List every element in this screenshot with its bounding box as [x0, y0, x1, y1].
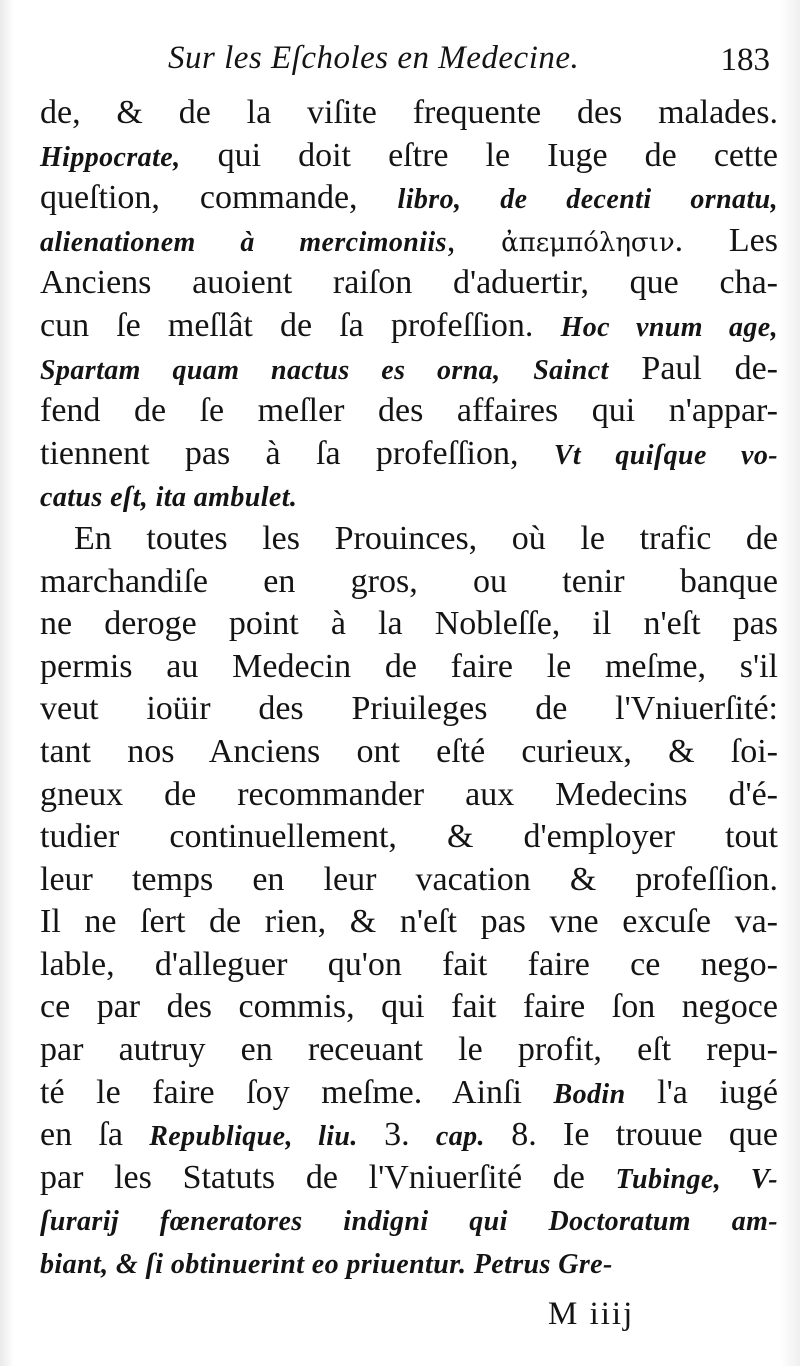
- text-segment: par les Statuts de l'Vniuerſité de: [40, 1158, 616, 1196]
- text-line: [40, 92, 778, 135]
- running-head: Sur les Eſcholes en Medecine.: [168, 40, 580, 76]
- text-segment: 3.: [357, 1116, 436, 1154]
- text-segment: tant nos Anciens ont eſté curieux, & ſoi-: [40, 732, 778, 770]
- text-line: [40, 603, 778, 646]
- text-segment: Il ne ſert de rien, & n'eſt pas vne excuſe va-: [40, 903, 778, 941]
- text-line: [40, 305, 778, 348]
- text-line: [40, 348, 778, 391]
- text-line: [40, 262, 778, 305]
- text-segment: Anciens auoient raiſon d'aduertir, que cha-: [40, 264, 778, 302]
- text-segment: ce par des commis, qui fait faire ſon negoce: [40, 988, 778, 1026]
- text-line: [40, 731, 778, 774]
- text-segment: 8. Ie trouue que: [484, 1116, 779, 1154]
- greek-text: ἀπεμπόλησιν: [501, 227, 675, 258]
- text-line: [40, 561, 778, 604]
- italic-text: Spartam quam nactus es orna,: [40, 354, 501, 386]
- italic-text: Vt quiſque vo-: [553, 439, 779, 471]
- text-line: [40, 135, 778, 178]
- text-segment: cun ſe meſlât de ſa profeſſion.: [40, 306, 561, 344]
- text-segment: En toutes les Prouinces, où le trafic de: [74, 519, 778, 557]
- text-line: [40, 1242, 778, 1285]
- text-segment: . Les: [674, 221, 778, 259]
- text-line: [40, 774, 778, 817]
- text-segment: Paul de-: [608, 349, 779, 387]
- italic-text: Tubinge, V-: [615, 1163, 778, 1195]
- text-segment: tiennent pas à ſa profeſſion,: [40, 434, 554, 472]
- italic-text: ſurarij fœneratores indigni qui Doctoratum am-: [40, 1206, 778, 1238]
- text-line: [40, 688, 778, 731]
- text-segment: veut ioüir des Priuileges de l'Vniuerſité:: [40, 690, 778, 728]
- text-line: [40, 220, 778, 263]
- text-segment: permis au Medecin de faire le meſme, s'il: [40, 647, 778, 685]
- text-line: [40, 816, 778, 859]
- text-segment: qui doit eſtre le Iuge de cette: [180, 136, 778, 174]
- italic-text: Bodin: [553, 1078, 626, 1110]
- text-segment: [500, 350, 533, 387]
- text-segment: leur temps en leur vacation & profeſſion.: [40, 860, 778, 898]
- text-line: [40, 433, 778, 476]
- text-segment: par autruy en receuant le profit, eſt repu-: [40, 1031, 778, 1069]
- text-line: [40, 1114, 778, 1157]
- text-line: [40, 986, 778, 1029]
- page-number: 183: [720, 42, 770, 78]
- text-segment: en ſa: [40, 1116, 150, 1154]
- text-segment: té le faire ſoy meſme. Ainſi: [40, 1073, 554, 1111]
- text-segment: l'a iugé: [625, 1073, 778, 1111]
- text-line: [40, 944, 778, 987]
- text-segment: gneux de recommander aux Medecins d'é-: [40, 775, 778, 813]
- signature-mark: M iiij: [548, 1296, 635, 1332]
- text-line: [40, 1199, 778, 1242]
- italic-text: catus eſt, ita ambulet.: [40, 482, 298, 514]
- text-line: [40, 901, 778, 944]
- text-line: [40, 1157, 778, 1200]
- body-text: [40, 92, 778, 1285]
- text-line: [40, 475, 778, 518]
- italic-text: libro, de decenti ornatu,: [397, 184, 778, 216]
- text-segment: ,: [446, 221, 502, 259]
- text-line: [40, 1072, 778, 1115]
- page-header: [40, 40, 770, 90]
- text-segment: de, & de la viſite frequente des malades.: [40, 94, 778, 131]
- text-segment: fend de ſe meſler des affaires qui n'appar-: [40, 392, 778, 430]
- italic-text: alienationem à mercimoniis: [40, 226, 447, 258]
- text-line: [40, 177, 778, 220]
- text-line: [40, 646, 778, 689]
- italic-text: Sainct: [533, 354, 609, 386]
- italic-text: Hippocrate,: [40, 141, 181, 173]
- italic-text: biant, & ſi obtinuerint eo priuentur. Petrus Gre-: [40, 1249, 613, 1281]
- text-line: [40, 518, 778, 561]
- text-line: [40, 1029, 778, 1072]
- text-line: [40, 390, 778, 433]
- text-line: [40, 859, 778, 902]
- italic-text: cap.: [435, 1121, 485, 1153]
- text-segment: queſtion, commande,: [40, 179, 398, 217]
- text-segment: marchandiſe en gros, ou tenir banque: [40, 562, 778, 600]
- italic-text: Hoc vnum age,: [560, 311, 779, 343]
- text-segment: ne deroge point à la Nobleſſe, il n'eſt pas: [40, 605, 778, 643]
- text-segment: lable, d'alleguer qu'on fait faire ce nego-: [40, 945, 778, 983]
- text-segment: tudier continuellement, & d'employer tout: [40, 818, 778, 856]
- italic-text: Republique, liu.: [149, 1121, 358, 1153]
